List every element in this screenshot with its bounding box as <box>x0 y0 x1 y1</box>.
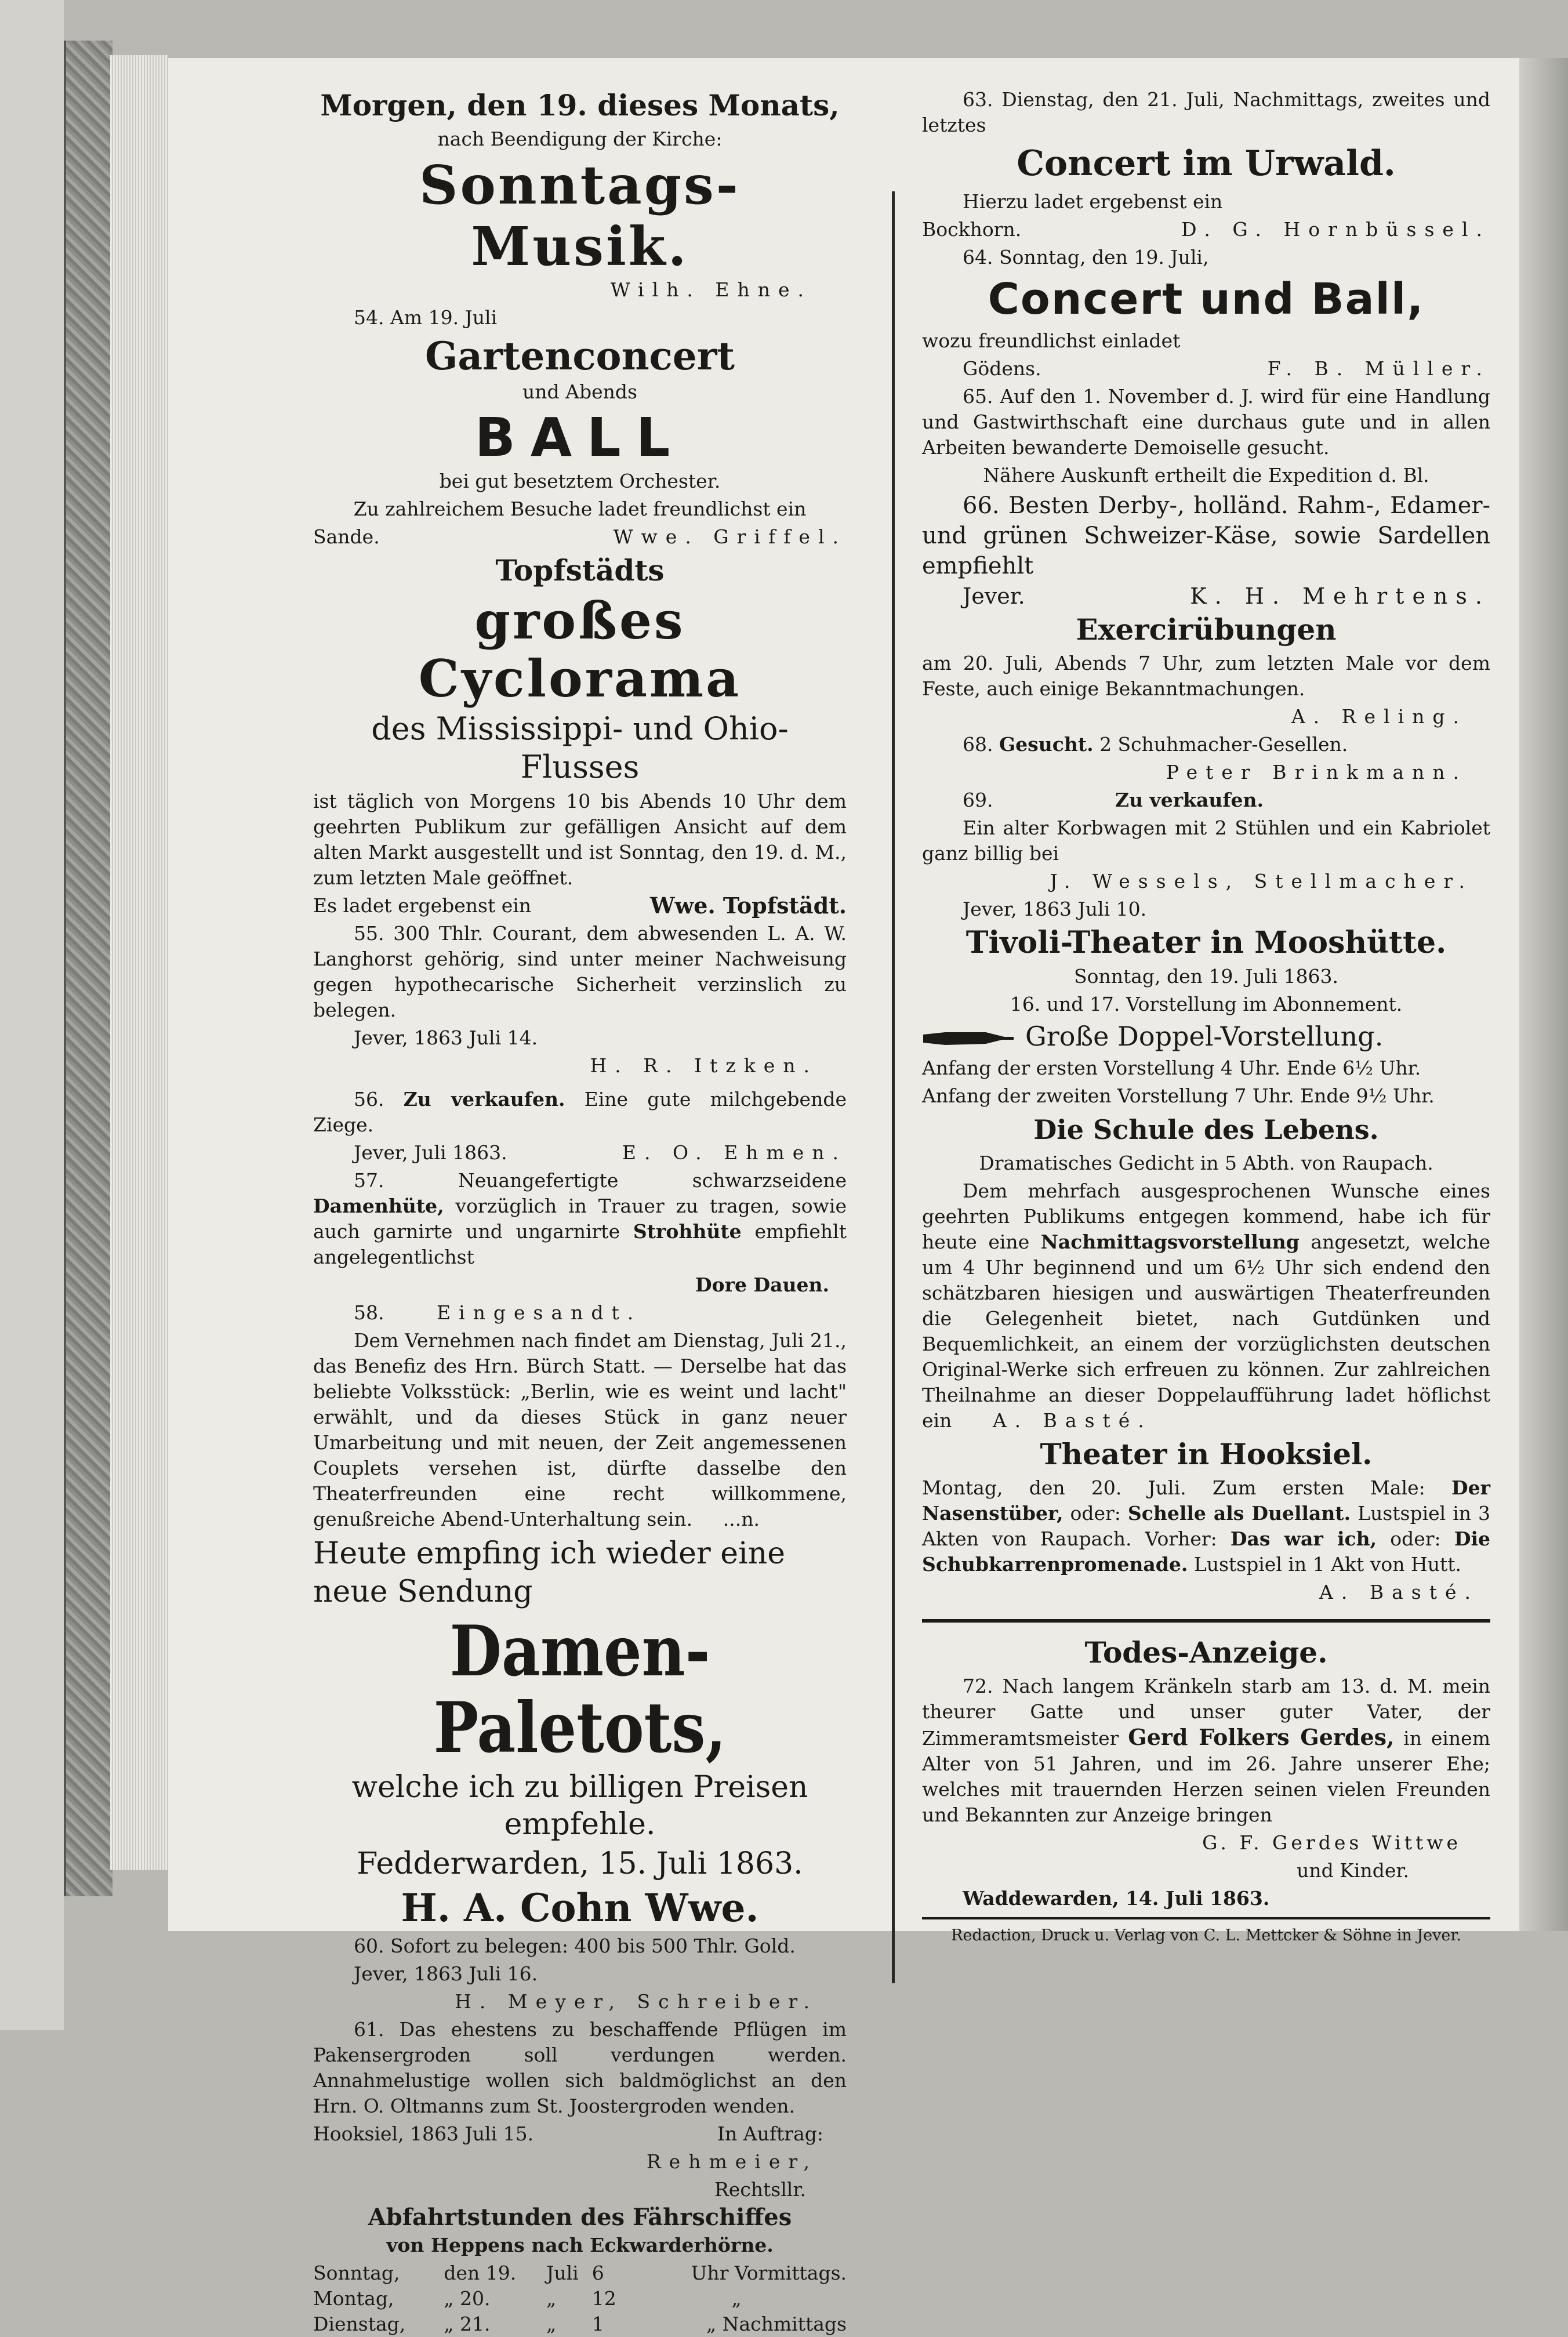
book-binding <box>0 0 64 2030</box>
text: 16. und 17. Vorstellung im Abonnement. <box>1010 993 1403 1015</box>
place: Gödens. <box>963 357 1041 380</box>
headline: Theater in Hooksiel. <box>1040 1437 1373 1471</box>
text: Hierzu ladet ergebenst ein <box>963 190 1223 213</box>
signature: E. O. Ehmen. <box>622 1141 847 1164</box>
ad-text: ist täglich von Morgens 10 bis Abends 10 Uhr dem geehrten Publikum zur gefälligen Ansicht auf dem alten Markt ausgestellt und ist Sonntag, den 19. d. M., zum letzten Male geöffnet. <box>313 790 847 889</box>
headline: Gartenconcert <box>425 333 735 379</box>
text: In Auftrag: <box>717 2122 823 2145</box>
place: Jever. <box>963 583 1025 609</box>
signature: ...n. <box>723 1508 760 1530</box>
ad-text: 66. Besten Derby-, holländ. Rahm-, Edamer- und grünen Schweizer-Käse, sowie Sardellen empfiehlt <box>922 492 1490 579</box>
signature-title: Rechtsllr. <box>714 2178 806 2201</box>
signature: Peter Brinkmann. <box>1166 761 1467 783</box>
signature: F. B. Müller. <box>1267 357 1490 380</box>
signature-line <box>922 583 1490 609</box>
ad-heading: 69. Zu verkaufen. <box>963 789 1264 811</box>
headline: Sonntags-Musik. <box>419 154 741 278</box>
ad-heading: 58. Eingesandt. <box>354 1301 642 1324</box>
ad-text: Anfang der ersten Vorstellung 4 Uhr. Ende 6½ Uhr. <box>922 1057 1421 1079</box>
signature: H. Meyer, Schreiber. <box>455 1990 818 2013</box>
ad-text: Anfang der zweiten Vorstellung 7 Uhr. Ende 9½ Uhr. <box>922 1084 1435 1107</box>
pointing-hand-icon <box>922 1030 1015 1047</box>
signature: Rehmeier, <box>646 2150 818 2173</box>
book-cover-edge <box>64 41 112 1896</box>
signature: Wwe. Topfstädt. <box>649 892 847 919</box>
headline: Todes-Anzeige. <box>1084 1635 1328 1670</box>
date: Hooksiel, 1863 Juli 15. <box>313 2122 534 2145</box>
headline: des Mississippi- und Ohio-Flusses <box>371 710 789 785</box>
headline: Topfstädts <box>495 553 665 587</box>
headline: Die Schule des Lebens. <box>1033 1114 1379 1145</box>
footer-rule <box>922 1917 1490 1919</box>
headline: welche ich zu billigen Preisen empfehle. <box>351 1770 808 1842</box>
signature: H. R. Itzken. <box>590 1054 818 1077</box>
signature-line <box>313 2121 847 2147</box>
ad-text: 61. Das ehestens zu beschaffende Pflügen im Pakensergroden soll verdungen werden. Annahmelustige wollen sich baldmöglichst an den Hrn. O. Oltmanns zum St. Joostergroden wenden. <box>313 2018 847 2117</box>
signature-line <box>313 893 847 919</box>
signature-line <box>922 356 1490 382</box>
signature-line <box>313 1140 847 1166</box>
signature: Dore Dauen. <box>695 1273 829 1296</box>
ad-text: 60. Sofort zu belegen: 400 bis 500 Thlr. Gold. <box>354 1935 796 1957</box>
table-row: Dienstag, „ 21. „ 1 „ Nachmittags <box>313 2313 847 2335</box>
text: Nähere Auskunft ertheilt die Expedition d. Bl. <box>983 464 1429 487</box>
ad-number: 54. Am 19. Juli <box>354 306 498 329</box>
place: Sande. <box>313 525 380 548</box>
date: Jever, 1863 Juli 10. <box>963 898 1147 920</box>
signature: G. F. Gerdes Wittwe <box>1202 1831 1461 1854</box>
column-divider <box>892 191 895 1983</box>
ad-text: Dem Vernehmen nach findet am Dienstag, Juli 21., das Benefiz des Hrn. Bürch Statt. — Derselbe hat das beliebte Volksstück: „Berlin, wie es weint und lacht" erwählt, und da dieses Stück in ganz neuer Umarbeitung und mit neuen, der Zeit angemessenen Couplets versehen ist, dürfte dasselbe den Theaterfreunden eine recht willkommene, genußreiche Abend-Unterhaltung sein. <box>313 1329 847 1530</box>
table-row: Montag, „ 20. „ 12 „ <box>313 2287 742 2310</box>
signature-line <box>922 217 1490 242</box>
section-rule <box>922 1619 1490 1623</box>
ad-text: 63. Dienstag, den 21. Juli, Nachmittags, zweites und letztes <box>922 88 1490 136</box>
ad-text: Ein alter Korbwagen mit 2 Stühlen und ein Kabriolet ganz billig bei <box>922 817 1490 865</box>
ferry-schedule <box>313 2260 847 2337</box>
ad-text: Dem mehrfach ausgesprochenen Wunsche eines geehrten Publikums entgegen kommend, habe ich für heute eine Nachmittagsvorstellung angesetzt, welche um 4 Uhr beginnend und um 6½ Uhr sich endend den schätzbaren hiesigen und auswärtigen Theaterfreunden die Gelegenheit bietet, nach Gutdünken und Bequemlichkeit, an einem der vorzüglichsten deutschen Original-Werke sich erfreuen zu können. Zur zahlreichen Theilnahme an dieser Doppelaufführung ladet höflichst ein A. Basté. <box>922 1180 1490 1432</box>
ad-text: 65. Auf den 1. November d. J. wird für eine Handlung und Gastwirthschaft eine durchaus gute und in allen Arbeiten bewanderte Demoiselle gesucht. <box>922 385 1490 459</box>
headline: Tivoli-Theater in Mooshütte. <box>966 925 1447 960</box>
signature: D. G. Hornbüssel. <box>1181 218 1490 241</box>
ad-text: 57. Neuangefertigte schwarzseidene Damenhüte, vorzüglich in Trauer zu tragen, sowie auch garnirte und ungarnirte Strohhüte empfiehlt angelegentlichst <box>313 1169 847 1268</box>
headline: Heute empfing ich wieder eine neue Sendung <box>313 1536 785 1609</box>
text: Es ladet ergebenst ein <box>313 894 532 917</box>
headline: großes Cyclorama <box>418 590 742 709</box>
ad-text: Montag, den 20. Juli. Zum ersten Male: Der Nasenstüber, oder: Schelle als Duellant. Lustspiel in 3 Akten von Raupach. Vorher: Das war ich, oder: Die Schubkarrenpromenade. Lustspiel in 1 Akt von Hutt. <box>922 1476 1490 1576</box>
signature: H. A. Cohn Wwe. <box>401 1885 759 1930</box>
ad-text: 56. Zu verkaufen. Eine gute milchgebende Ziege. <box>313 1088 847 1136</box>
signature: Wwe. Griffel. <box>613 525 847 548</box>
schedule-title: Abfahrtstunden des Fährschiffes <box>368 2204 792 2231</box>
ad-text: 64. Sonntag, den 19. Juli, <box>963 246 1209 268</box>
headline: Große Doppel-Vorstellung. <box>922 1019 1490 1053</box>
left-column <box>313 87 847 2337</box>
text: Dramatisches Gedicht in 5 Abth. von Raupach. <box>979 1152 1433 1174</box>
imprint: Redaction, Druck u. Verlag von C. L. Mettcker & Söhne in Jever. <box>951 1926 1461 1944</box>
date: Jever, 1863 Juli 16. <box>354 1962 538 1985</box>
headline: Concert im Urwald. <box>1017 143 1396 184</box>
signature: und Kinder. <box>1297 1859 1409 1882</box>
date: Waddewarden, 14. Juli 1863. <box>963 1887 1270 1910</box>
date: Jever, Juli 1863. <box>354 1141 507 1164</box>
headline: BALL <box>474 407 685 469</box>
signature: J. Wessels, Stellmacher. <box>1050 870 1473 892</box>
schedule-subtitle: von Heppens nach Eckwarderhörne. <box>386 2234 774 2256</box>
headline: Concert und Ball, <box>988 274 1425 324</box>
place: Bockhorn. <box>922 218 1022 241</box>
signature: A. Reling. <box>1291 705 1467 728</box>
date: Jever, 1863 Juli 14. <box>354 1026 538 1049</box>
right-column <box>922 87 1490 1948</box>
text: wozu freundlichst einladet <box>922 329 1181 352</box>
headline: Fedderwarden, 15. Juli 1863. <box>357 1846 803 1881</box>
signature: A. Basté. <box>1319 1581 1479 1603</box>
text: und Abends <box>522 380 637 403</box>
ad-text: 72. Nach langem Kränkeln starb am 13. d. M. mein theurer Gatte und unser guter Vater, der Zimmeramtsmeister Gerd Folkers Gerdes, in einem Alter von 51 Jahren, und im 26. Jahre unserer Ehe; welches mit trauernden Herzen seinen vielen Freunden und Bekannten zur Anzeige bringen <box>922 1675 1490 1826</box>
signature: K. H. Mehrtens. <box>1190 583 1490 609</box>
headline: Exercirübungen <box>1076 612 1337 647</box>
signature-line <box>313 524 847 550</box>
text: nach Beendigung der Kirche: <box>437 128 723 150</box>
headline: Damen-Paletots, <box>433 1610 727 1769</box>
page-stack-edges <box>110 55 168 1870</box>
headline: Morgen, den 19. dieses Monats, <box>320 88 840 122</box>
text: Zu zahlreichem Besuche ladet freundlichst ein <box>353 498 807 520</box>
text: bei gut besetztem Orchester. <box>439 470 721 492</box>
signature: Wilh. Ehne. <box>610 278 812 301</box>
ad-text: am 20. Juli, Abends 7 Uhr, zum letzten Male vor dem Feste, auch einige Bekanntmachungen. <box>922 652 1490 700</box>
ad-text: 68. Gesucht. 2 Schuhmacher-Gesellen. <box>963 733 1348 756</box>
table-row: Sonntag, den 19. Juli 6 Uhr Vormittags. <box>313 2262 847 2284</box>
page-gutter-shadow <box>1519 58 1568 1931</box>
ad-text: 55. 300 Thlr. Courant, dem abwesenden L. A. W. Langhorst gehörig, sind unter meiner Nachweisung gegen hypothecarische Sicherheit verzinslich zu belegen. <box>313 922 847 1021</box>
text: Sonntag, den 19. Juli 1863. <box>1074 965 1338 988</box>
